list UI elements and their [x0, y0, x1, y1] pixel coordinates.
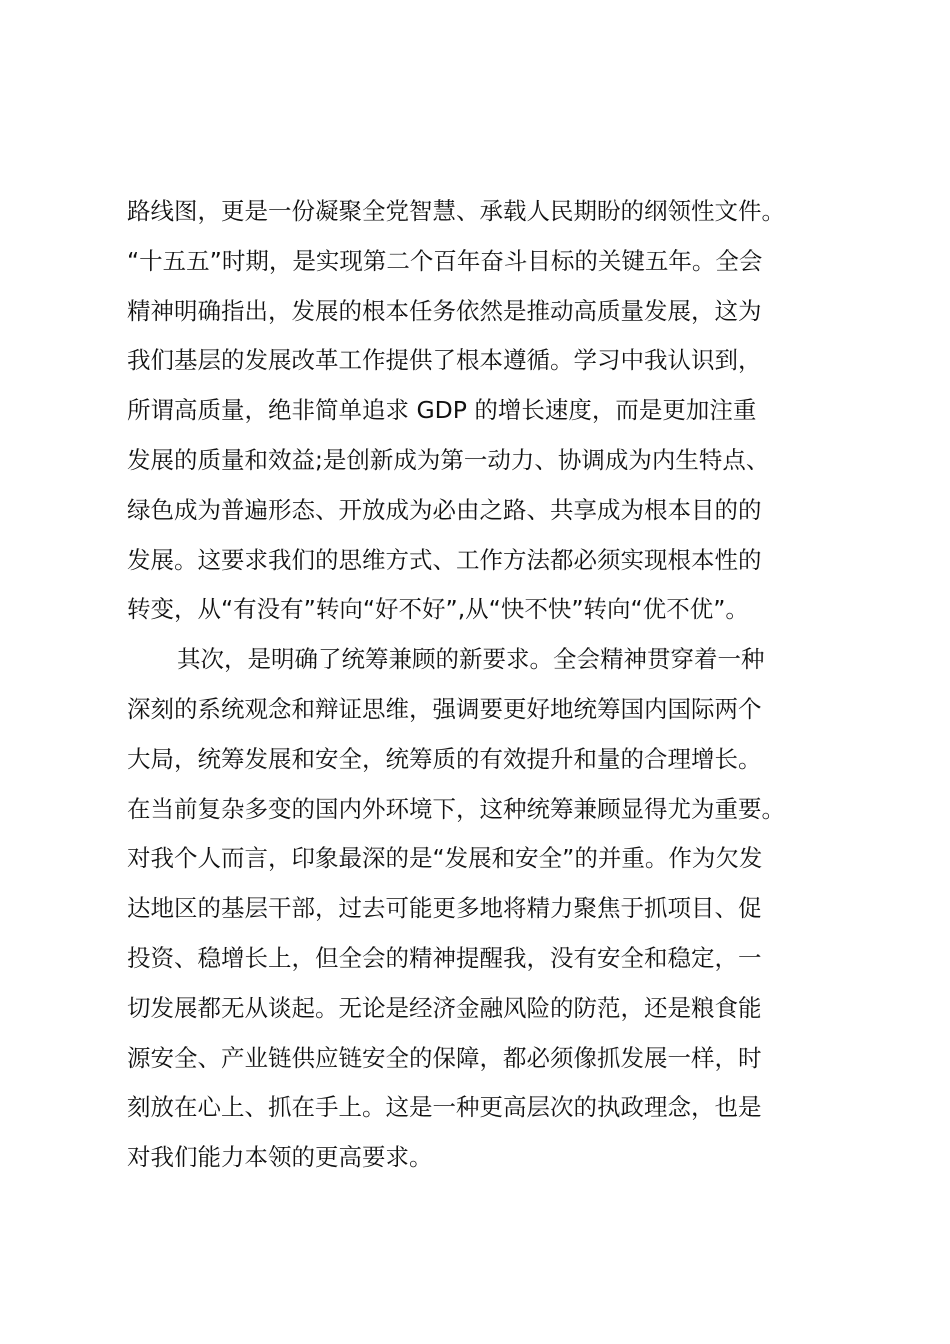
text-line: 绿色成为普遍形态、开放成为必由之路、共享成为根本目的的	[127, 495, 762, 524]
text-line: 我们基层的发展改革工作提供了根本遵循。学习中我认识到，	[127, 346, 762, 375]
document-body	[127, 187, 847, 1183]
text-line: 深刻的系统观念和辩证思维，强调要更好地统筹国内国际两个	[127, 694, 762, 723]
text-line: 大局，统筹发展和安全，统筹质的有效提升和量的合理增长。	[127, 744, 762, 773]
text-line: 切发展都无从谈起。无论是经济金融风险的防范，还是粮食能	[127, 993, 762, 1022]
text-line: 发展的质量和效益;是创新成为第一动力、协调成为内生特点、	[127, 445, 770, 474]
text-line: 投资、稳增长上，但全会的精神提醒我，没有安全和稳定，一	[127, 943, 762, 972]
text-line: 发展。这要求我们的思维方式、工作方法都必须实现根本性的	[127, 545, 762, 574]
text-line: “十五五”时期，是实现第二个百年奋斗目标的关键五年。全会	[127, 246, 763, 275]
text-line: 对我个人而言，印象最深的是“发展和安全”的并重。作为欠发	[127, 844, 763, 873]
text-line: 转变，从“有没有”转向“好不好”,从“快不快”转向“优不优”。	[127, 595, 749, 624]
text-line: 路线图，更是一份凝聚全党智慧、承载人民期盼的纲领性文件。	[127, 197, 785, 225]
paragraph-2	[127, 635, 847, 1183]
paragraph-1	[127, 187, 847, 635]
text-line: 达地区的基层干部，过去可能更多地将精力聚焦于抓项目、促	[127, 894, 762, 923]
text-line: 刻放在心上、抓在手上。这是一种更高层次的执政理念，也是	[127, 1093, 762, 1122]
text-line: 在当前复杂多变的国内外环境下，这种统筹兼顾显得尤为重要。	[127, 794, 785, 823]
text-line-indented: 其次，是明确了统筹兼顾的新要求。全会精神贯穿着一种	[177, 645, 765, 674]
text-line: 源安全、产业链供应链安全的保障，都必须像抓发展一样，时	[127, 1043, 762, 1072]
text-line: 精神明确指出，发展的根本任务依然是推动高质量发展，这为	[127, 296, 762, 325]
text-line: 对我们能力本领的更高要求。	[127, 1143, 433, 1172]
text-line: 所谓高质量，绝非简单追求 GDP 的增长速度，而是更加注重	[127, 396, 757, 425]
